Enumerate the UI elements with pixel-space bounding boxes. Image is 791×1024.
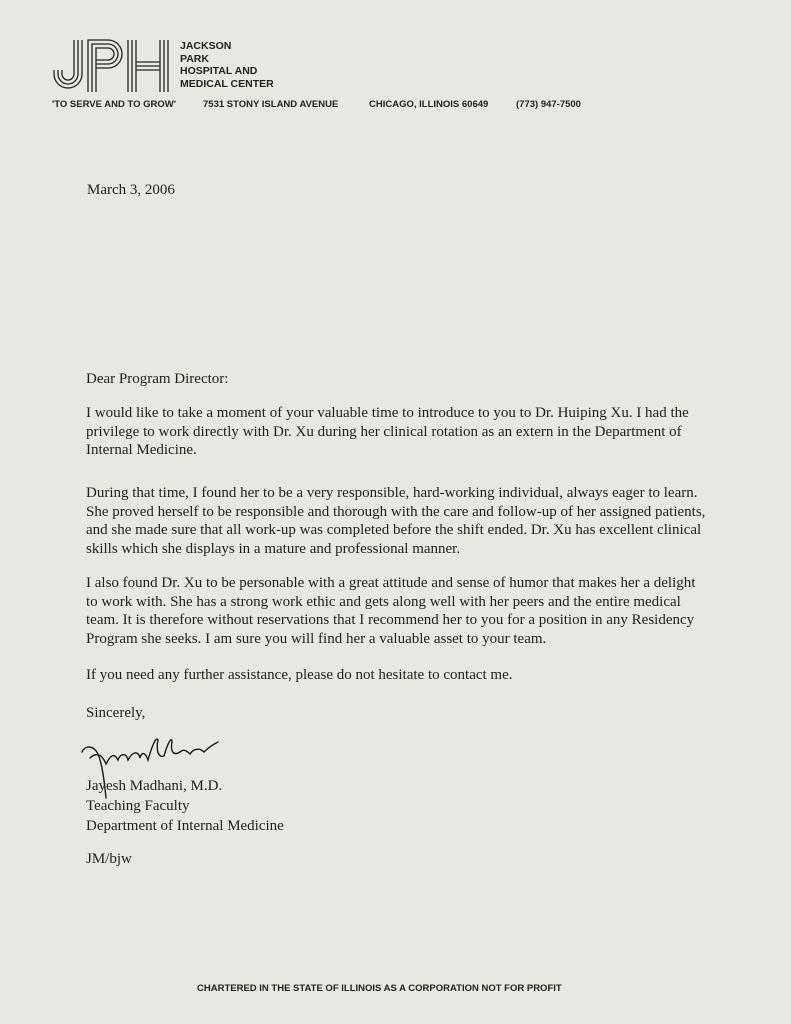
signer-title: Teaching Faculty	[86, 798, 190, 814]
org-line: PARK	[180, 52, 209, 65]
jph-logo	[52, 38, 172, 94]
paragraph-contact: If you need any further assistance, please do not hesitate to contact me.	[86, 667, 513, 683]
typist-initials: JM/bjw	[86, 851, 132, 867]
organization-name	[180, 40, 274, 90]
signature-block	[86, 776, 284, 836]
salutation: Dear Program Director:	[86, 371, 229, 387]
street-address: 7531 STONY ISLAND AVENUE	[203, 99, 339, 110]
city-state-zip: CHICAGO, ILLINOIS 60649	[369, 99, 489, 110]
closing: Sincerely,	[86, 705, 146, 721]
phone-number: (773) 947-7500	[516, 99, 581, 110]
footer-charter: CHARTERED IN THE STATE OF ILLINOIS AS A CORPORATION NOT FOR PROFIT	[197, 983, 562, 994]
org-line: HOSPITAL AND	[180, 65, 258, 77]
paragraph-recommendation: I also found Dr. Xu to be personable with a great attitude and sense of humor that makes her a delight to work with. She has a strong work ethic and gets along well with her peers and the entire medical team. It is therefore without reservations that I recommend her to you for a position in any Residency Program she seeks. I am sure you will find her a valuable asset to your team.	[86, 575, 696, 647]
motto: 'TO SERVE AND TO GROW'	[52, 99, 176, 110]
paragraph-performance: During that time, I found her to be a very responsible, hard-working individual, always eager to learn. She proved herself to be responsible and thorough with the care and follow-up of her assigned patients, and she made sure that all work-up was completed before the shift ended. Dr. Xu has excellent clinical skills which she displays in a mature and professional manner.	[86, 485, 706, 557]
signer-name: Jayesh Madhani, M.D.	[86, 778, 223, 794]
org-line: JACKSON	[180, 40, 232, 52]
signer-department: Department of Internal Medicine	[86, 818, 284, 834]
org-line: MEDICAL CENTER	[180, 77, 274, 90]
letter-date: March 3, 2006	[87, 182, 175, 198]
paragraph-introduction: I would like to take a moment of your valuable time to introduce to you to Dr. Huiping Xu. I had the privilege to work directly with Dr. Xu during her clinical rotation as an extern in the Department of Internal Medicine.	[86, 405, 689, 458]
